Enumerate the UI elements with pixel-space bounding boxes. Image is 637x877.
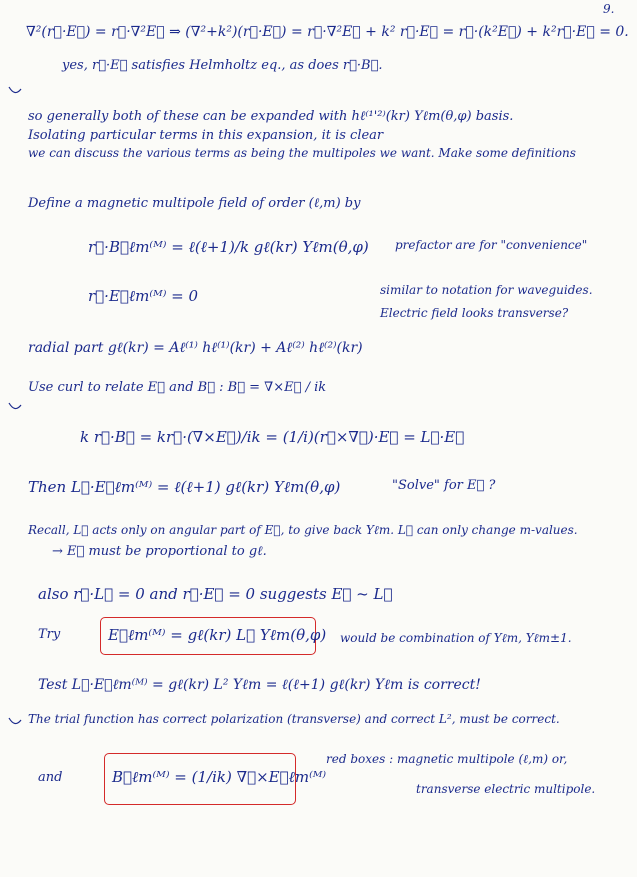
B-field-equation: B⃗ℓm⁽ᴹ⁾ = (1/ik) ∇⃗×E⃗ℓm⁽ᴹ⁾: [112, 768, 327, 786]
transverse-note: Electric field looks transverse?: [380, 306, 569, 320]
expansion-basis: so generally both of these can be expanded with hℓ⁽¹'²⁾(kr) Yℓm(θ,φ) basis.: [28, 109, 514, 124]
prefactor-note: prefactor are for "convenience": [395, 238, 588, 252]
helmholtz-derivation: ∇²(r⃗·E⃗) = r⃗·∇²E⃗ ⇒ (∇²+k²)(r⃗·E⃗) = r⃗·∇²E⃗ + k² r⃗·E⃗ = r⃗·(k²E⃗) + k²r⃗·E⃗ = 0.: [26, 24, 629, 40]
punch-mark: [8, 86, 22, 96]
and-label: and: [38, 770, 63, 785]
punch-mark: [8, 717, 22, 727]
transverse-electric-note: transverse electric multipole.: [416, 782, 596, 796]
helmholtz-note: yes, r⃗·E⃗ satisfies Helmholtz eq., as does r⃗·B⃗.: [62, 58, 383, 73]
recall-L-angular: Recall, L⃗ acts only on angular part of E⃗, to give back Yℓm. L⃗ can only change m-values.: [28, 523, 578, 537]
rB-definition: r⃗·B⃗ℓm⁽ᴹ⁾ = ℓ(ℓ+1)/k gℓ(kr) Yℓm(θ,φ): [88, 238, 369, 256]
L-dot-E: Then L⃗·E⃗ℓm⁽ᴹ⁾ = ℓ(ℓ+1) gℓ(kr) Yℓm(θ,φ): [28, 478, 341, 496]
k-rB-relation: k r⃗·B⃗ = kr⃗·(∇×E⃗)/ik = (1/i)(r⃗×∇⃗)·E⃗ = L⃗·E⃗: [80, 428, 465, 446]
radial-part: radial part gℓ(kr) = Aℓ⁽¹⁾ hℓ⁽¹⁾(kr) + Aℓ⁽²⁾ hℓ⁽²⁾(kr): [28, 340, 363, 356]
waveguide-note: similar to notation for waveguides.: [380, 283, 593, 297]
punch-mark: [8, 402, 22, 412]
page-number: 9.: [603, 2, 615, 16]
isolating-terms: Isolating particular terms in this expansion, it is clear: [28, 128, 384, 143]
rE-definition: r⃗·E⃗ℓm⁽ᴹ⁾ = 0: [88, 287, 199, 305]
red-boxes-note: red boxes : magnetic multipole (ℓ,m) or,: [326, 752, 568, 766]
test-equation: Test L⃗·E⃗ℓm⁽ᴹ⁾ = gℓ(kr) L² Yℓm = ℓ(ℓ+1) gℓ(kr) Yℓm is correct!: [38, 677, 481, 693]
try-label: Try: [38, 627, 61, 642]
solve-for-E: "Solve" for E⃗ ?: [392, 478, 496, 493]
curl-relation: Use curl to relate E⃗ and B⃗ : B⃗ = ∇×E⃗ / ik: [28, 380, 327, 395]
E-proportional-g: → E⃗ must be proportional to gℓ.: [52, 544, 267, 559]
trial-correct-note: The trial function has correct polarization (transverse) and correct L², must be correct.: [28, 712, 560, 726]
trial-E-field: E⃗ℓm⁽ᴹ⁾ = gℓ(kr) L⃗ Yℓm(θ,φ): [108, 626, 327, 644]
define-magnetic-multipole: Define a magnetic multipole field of order (ℓ,m) by: [28, 196, 361, 211]
combination-note: would be combination of Yℓm, Yℓm±1.: [340, 631, 572, 645]
suggests-E-L: also r⃗·L⃗ = 0 and r⃗·E⃗ = 0 suggests E⃗ ~ L⃗: [38, 585, 393, 603]
multipole-discussion: we can discuss the various terms as being the multipoles we want. Make some definitions: [28, 146, 576, 160]
